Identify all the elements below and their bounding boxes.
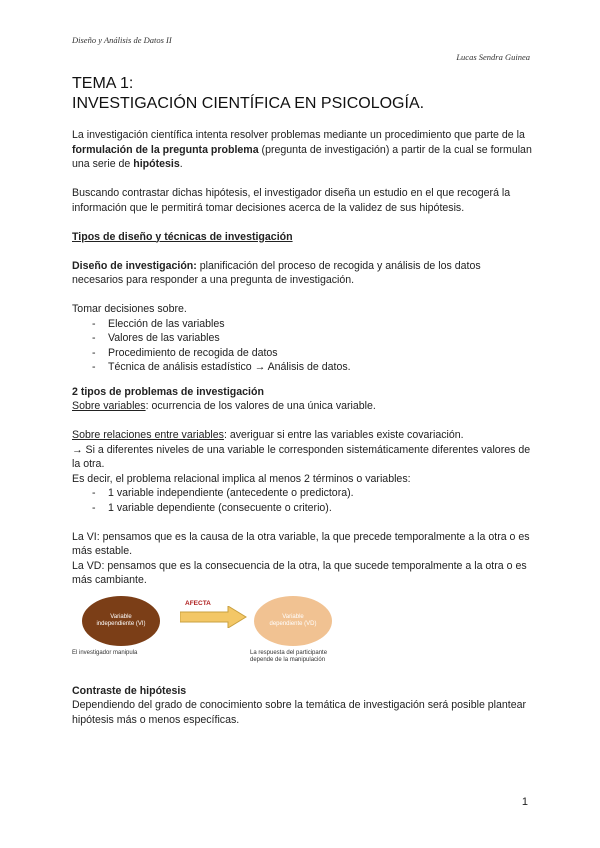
definition-term: Diseño de investigación: [72, 259, 197, 272]
relation-summary: Es decir, el problema relacional implica al menos 2 términos o variables: [72, 472, 411, 485]
problem-type-term: Sobre variables [72, 400, 146, 412]
document-body [72, 128, 532, 727]
intro-paragraph-2: Buscando contrastar dichas hipótesis, el investigador diseña un estudio en el que recogerá la información que le permitirá tomar decisiones acerca de la validez de sus hipótesis. [72, 187, 511, 214]
vi-caption: El investigador manipula [72, 649, 138, 656]
contraste-text: Dependiendo del grado de conocimiento sobre la temática de investigación será posible plantear hipótesis más o menos específicas. [72, 699, 527, 726]
vi-definition: La VI: pensamos que es la causa de la otra variable, la que precede temporalmente a la otra o es más estable. [72, 530, 530, 557]
vd-ellipse-label: Variable dependiente (VD) [269, 613, 317, 627]
problem-type-term: Sobre relaciones entre variables [72, 429, 224, 441]
definition-paragraph [72, 259, 532, 288]
list-item: - 1 variable dependiente (consecuente o criterio). [72, 501, 532, 516]
section-heading-contraste [72, 684, 532, 699]
intro-paragraph-1 [72, 128, 532, 172]
title-line-1: TEMA 1: [72, 75, 134, 92]
intro-text: (pregunta de investigación) a partir de la cual se formulan una serie de [72, 143, 532, 170]
decisions-intro: Tomar decisiones sobre. [72, 303, 187, 315]
page-title [72, 74, 424, 114]
list-item: - 1 variable independiente (antecedente o predictora). [72, 486, 532, 501]
definition-text: planificación del proceso de recogida y análisis de los datos necesarios para responder a una pregunta de investigación. [72, 259, 481, 286]
page-number: 1 [521, 796, 528, 808]
list-item: - Procedimiento de recogida de datos [72, 346, 532, 361]
arrow-label: AFECTA [185, 599, 211, 607]
section-heading-text: Contraste de hipótesis [72, 684, 187, 697]
intro-text: La investigación científica intenta resolver problemas mediante un procedimiento que parte de la [72, 129, 525, 141]
vd-definition: La VD: pensamos que es la consecuencia de la otra, la que sucede temporalmente a la otra o es más cambiante. [72, 559, 527, 586]
list-item: - Valores de las variables [72, 331, 532, 346]
vd-ellipse [254, 596, 332, 646]
decisions-list [72, 317, 532, 375]
section-heading-text: Tipos de diseño y técnicas de investigación [72, 230, 293, 243]
intro-bold-hipotesis: hipótesis [133, 158, 180, 170]
intro-text: . [179, 158, 183, 170]
header-course: Diseño y Análisis de Datos II [72, 35, 172, 45]
relation-explanation: → Si a diferentes niveles de una variable le corresponden sistemáticamente diferentes valores de la otra. [72, 443, 531, 470]
problem-type-text: : ocurrencia de los valores de una única variable. [145, 400, 376, 412]
section-heading-tipos [72, 230, 532, 245]
vd-caption: La respuesta del participante depende de la manipulación [250, 649, 328, 663]
section-heading-text: 2 tipos de problemas de investigación [72, 385, 264, 398]
intro-bold-formulacion: formulación de la pregunta problema [72, 143, 259, 156]
list-item: - Técnica de análisis estadístico → Análisis de datos. [72, 360, 532, 375]
right-arrow-icon [180, 606, 248, 628]
vi-vd-diagram [72, 596, 532, 674]
problem-type-relaciones [72, 428, 532, 443]
problem-type-text: : averiguar si entre las variables existe covariación. [223, 429, 464, 441]
vi-ellipse-label: Variable independiente (VI) [96, 613, 146, 627]
section-heading-problemas [72, 385, 532, 400]
vi-ellipse [82, 596, 160, 646]
header-author: Lucas Sendra Guinea [456, 52, 530, 62]
title-line-2: INVESTIGACIÓN CIENTÍFICA EN PSICOLOGÍA. [72, 95, 425, 112]
variables-list [72, 486, 532, 515]
problem-type-variables [72, 399, 532, 414]
list-item: - Elección de las variables [72, 317, 532, 332]
